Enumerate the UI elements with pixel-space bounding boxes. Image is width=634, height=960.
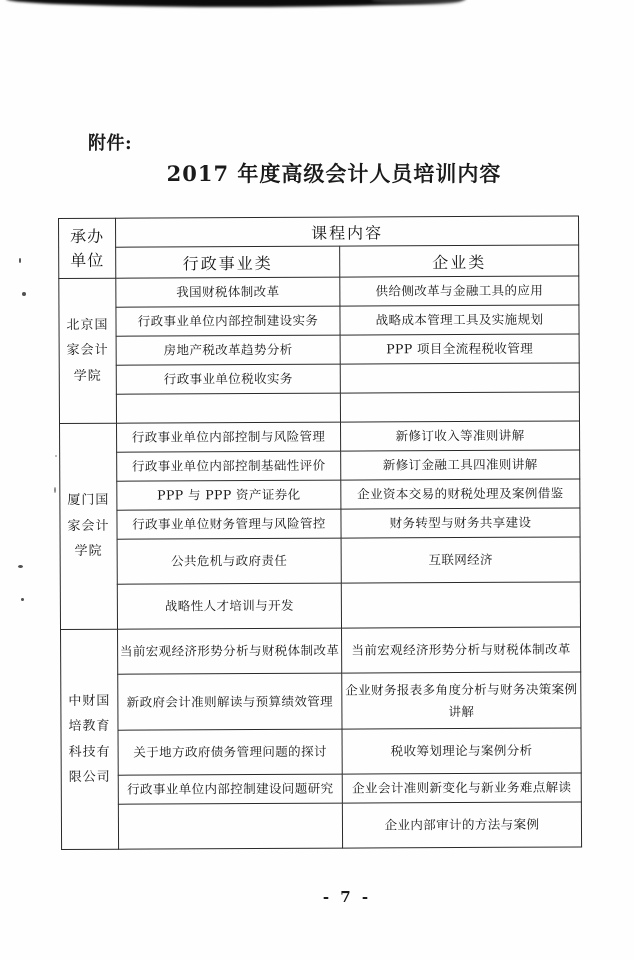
scan-artifact-speck <box>54 487 56 493</box>
page-title: 2017 年度高级会计人员培训内容 <box>166 161 502 186</box>
table-row <box>60 450 580 482</box>
table-row <box>59 276 579 308</box>
course-cell-enterprise: 战略成本管理工具及实施规划 <box>340 305 579 335</box>
scan-artifact-speck <box>21 598 24 601</box>
course-cell-enterprise <box>340 363 579 393</box>
unit-cell-beijing <box>59 278 117 423</box>
table-row <box>61 728 581 776</box>
table-row <box>60 537 580 585</box>
course-cell-gov: 行政事业单位税收实务 <box>116 364 340 394</box>
unit-label-line: 厦门国 <box>67 493 110 509</box>
scan-artifact-speck <box>19 258 21 263</box>
course-cell-gov: 行政事业单位内部控制基础性评价 <box>117 451 341 481</box>
unit-label-line: 中财国 <box>68 693 111 709</box>
unit-label-line: 培教育 <box>68 718 111 735</box>
course-cell-gov: 当前宏观经济形势分析与财税体制改革 <box>118 628 342 674</box>
course-cell-gov: 行政事业单位内部控制建设实务 <box>116 306 340 336</box>
course-cell-gov: 行政事业单位财务管理与风险管控 <box>117 509 341 539</box>
table-row <box>61 627 581 675</box>
course-cell-enterprise <box>340 392 579 422</box>
unit-label-line: 科技有 <box>68 744 111 760</box>
table-body <box>59 216 582 850</box>
course-cell-enterprise: PPP 项目全流程税收管理 <box>340 334 579 364</box>
scan-artifact-speck <box>55 455 57 457</box>
course-cell-gov: 公共危机与政府责任 <box>117 538 341 584</box>
table-header-row-2 <box>59 245 579 279</box>
course-cell-gov <box>118 803 342 849</box>
course-cell-enterprise: 税收筹划理论与案例分析 <box>342 728 581 774</box>
attachment-label: 附件: <box>88 133 133 154</box>
course-cell-gov: 战略性人才培训与开发 <box>117 583 341 629</box>
course-cell-enterprise: 新修订收入等准则讲解 <box>341 421 580 451</box>
header-cell-category-enterprise: 企业类 <box>340 245 579 277</box>
training-course-table <box>58 215 582 850</box>
unit-label-line: 家会计 <box>67 518 110 534</box>
course-cell-enterprise: 互联网经济 <box>341 537 580 583</box>
unit-cell-xiamen <box>60 423 118 629</box>
scan-artifact-speck <box>22 292 26 296</box>
unit-label-line: 限公司 <box>68 769 111 785</box>
table-row-empty <box>59 392 579 424</box>
course-cell-enterprise: 财务转型与财务共享建设 <box>341 508 580 538</box>
scan-artifact-speck <box>18 565 23 568</box>
header-host-unit-line1: 承办 <box>70 227 105 247</box>
course-cell-gov: PPP 与 PPP 资产证券化 <box>117 480 341 510</box>
page-number: - 7 - <box>322 888 372 906</box>
course-cell-enterprise: 当前宏观经济形势分析与财税体制改革 <box>342 627 581 673</box>
course-cell-enterprise: 供给侧改革与金融工具的应用 <box>340 276 579 306</box>
table-row <box>60 479 580 511</box>
table-row <box>59 363 579 395</box>
unit-cell-zhongcai <box>61 629 119 849</box>
course-cell-enterprise: 企业财务报表多角度分析与财务决策案例讲解 <box>342 672 581 729</box>
table-row <box>61 802 581 850</box>
course-cell-gov: 行政事业单位内部控制与风险管理 <box>117 422 341 452</box>
course-table-container <box>58 215 581 850</box>
unit-label-line: 学院 <box>74 543 103 560</box>
header-host-unit-line2: 单位 <box>70 250 105 270</box>
table-row <box>60 421 580 453</box>
header-cell-host-unit <box>59 218 116 278</box>
course-cell-gov: 行政事业单位内部控制建设问题研究 <box>118 774 342 804</box>
table-header-row-1 <box>59 216 579 248</box>
table-row <box>60 582 580 630</box>
course-cell-gov: 我国财税体制改革 <box>116 277 340 307</box>
table-row <box>59 305 579 337</box>
table-row <box>61 672 581 731</box>
course-cell-gov: 关于地方政府债务管理问题的探讨 <box>118 729 342 775</box>
unit-label-line: 学院 <box>73 368 102 384</box>
table-row <box>60 508 580 540</box>
unit-label-line: 北京国 <box>66 317 109 333</box>
course-cell-enterprise: 企业资本交易的财税处理及案例借鉴 <box>341 479 580 509</box>
course-cell-enterprise: 企业会计准则新变化与新业务难点解读 <box>342 773 581 803</box>
course-cell-gov: 房地产税改革趋势分析 <box>116 335 340 365</box>
course-cell-gov <box>116 393 340 423</box>
table-row <box>61 773 581 805</box>
course-cell-enterprise <box>341 582 580 628</box>
course-cell-enterprise: 新修订金融工具四准则讲解 <box>341 450 580 480</box>
header-cell-category-gov: 行政事业类 <box>116 246 340 278</box>
table-row <box>59 334 579 366</box>
unit-label-line: 家会计 <box>66 343 109 359</box>
course-cell-gov: 新政府会计准则解读与预算绩效管理 <box>118 673 342 730</box>
course-cell-enterprise: 企业内部审计的方法与案例 <box>342 802 581 848</box>
header-cell-course-content: 课程内容 <box>116 216 579 247</box>
